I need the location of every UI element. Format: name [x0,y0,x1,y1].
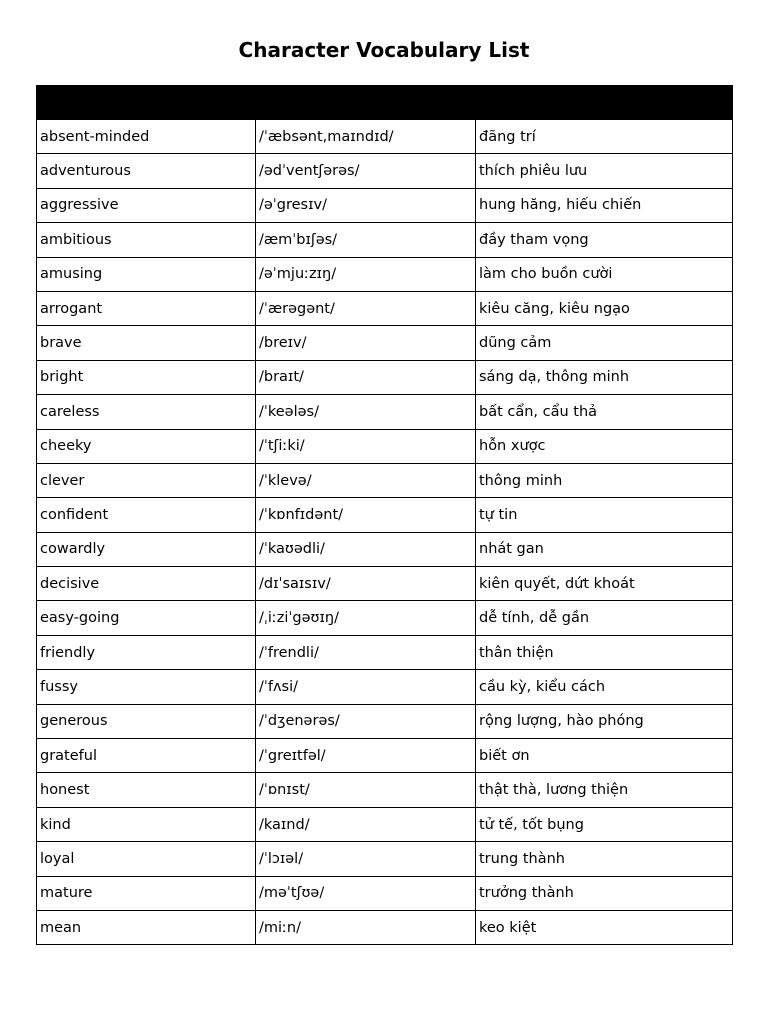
pronunciation-cell: /ˈfrendli/ [256,635,476,669]
table-row [37,601,733,635]
word-cell: careless [37,395,256,429]
word-cell: arrogant [37,291,256,325]
meaning-cell: dễ tính, dễ gần [476,601,733,635]
meaning-cell: keo kiệt [476,910,733,944]
table-row [37,739,733,773]
table-row [37,635,733,669]
header-pronunciation [256,86,476,120]
pronunciation-cell: /ˈlɔɪəl/ [256,842,476,876]
pronunciation-cell: /breɪv/ [256,326,476,360]
word-cell: adventurous [37,154,256,188]
table-row [37,188,733,222]
table-row [37,395,733,429]
table-row [37,326,733,360]
meaning-cell: biết ơn [476,739,733,773]
table-row [37,704,733,738]
header-word [37,86,256,120]
table-row [37,842,733,876]
vocabulary-table [36,85,733,945]
word-cell: loyal [37,842,256,876]
meaning-cell: làm cho buồn cười [476,257,733,291]
pronunciation-cell: /ˈærəgənt/ [256,291,476,325]
table-row [37,360,733,394]
pronunciation-cell: /dɪˈsaɪsɪv/ [256,567,476,601]
table-row [37,532,733,566]
table-row [37,291,733,325]
word-cell: aggressive [37,188,256,222]
meaning-cell: bất cẩn, cẩu thả [476,395,733,429]
meaning-cell: kiêu căng, kiêu ngạo [476,291,733,325]
table-row [37,567,733,601]
meaning-cell: hung hăng, hiếu chiến [476,188,733,222]
pronunciation-cell: /ədˈventʃərəs/ [256,154,476,188]
table-row [37,498,733,532]
pronunciation-cell: /ˈklevə/ [256,463,476,497]
word-cell: amusing [37,257,256,291]
meaning-cell: đầy tham vọng [476,223,733,257]
table-header-row [37,86,733,120]
word-cell: honest [37,773,256,807]
pronunciation-cell: /kaɪnd/ [256,807,476,841]
meaning-cell: rộng lượng, hào phóng [476,704,733,738]
pronunciation-cell: /miːn/ [256,910,476,944]
pronunciation-cell: /ˈɒnɪst/ [256,773,476,807]
meaning-cell: tử tế, tốt bụng [476,807,733,841]
pronunciation-cell: /ˈæbsənt,maɪndɪd/ [256,120,476,154]
pronunciation-cell: /əˈmjuːzɪŋ/ [256,257,476,291]
header-meaning [476,86,733,120]
meaning-cell: trưởng thành [476,876,733,910]
meaning-cell: nhát gan [476,532,733,566]
meaning-cell: cầu kỳ, kiểu cách [476,670,733,704]
table-row [37,670,733,704]
meaning-cell: đãng trí [476,120,733,154]
table-row [37,807,733,841]
meaning-cell: thích phiêu lưu [476,154,733,188]
pronunciation-cell: /æmˈbɪʃəs/ [256,223,476,257]
pronunciation-cell: /əˈgresɪv/ [256,188,476,222]
pronunciation-cell: /ˈdʒenərəs/ [256,704,476,738]
meaning-cell: sáng dạ, thông minh [476,360,733,394]
pronunciation-cell: /ˈkaʊədli/ [256,532,476,566]
word-cell: mature [37,876,256,910]
pronunciation-cell: /ˈtʃiːki/ [256,429,476,463]
word-cell: decisive [37,567,256,601]
meaning-cell: thông minh [476,463,733,497]
meaning-cell: kiên quyết, dứt khoát [476,567,733,601]
word-cell: cheeky [37,429,256,463]
word-cell: absent-minded [37,120,256,154]
word-cell: brave [37,326,256,360]
table-row [37,910,733,944]
pronunciation-cell: /ˈgreɪtfəl/ [256,739,476,773]
pronunciation-cell: /ˌiːziˈgəʊɪŋ/ [256,601,476,635]
table-row [37,876,733,910]
table-body [37,120,733,945]
word-cell: confident [37,498,256,532]
meaning-cell: hỗn xược [476,429,733,463]
pronunciation-cell: /braɪt/ [256,360,476,394]
pronunciation-cell: /ˈkeələs/ [256,395,476,429]
table-row [37,429,733,463]
meaning-cell: dũng cảm [476,326,733,360]
page-title: Character Vocabulary List [238,38,530,62]
pronunciation-cell: /ˈfʌsi/ [256,670,476,704]
word-cell: cowardly [37,532,256,566]
table-row [37,463,733,497]
meaning-cell: thật thà, lương thiện [476,773,733,807]
table-row [37,120,733,154]
meaning-cell: tự tin [476,498,733,532]
pronunciation-cell: /məˈtʃʊə/ [256,876,476,910]
word-cell: fussy [37,670,256,704]
word-cell: generous [37,704,256,738]
word-cell: mean [37,910,256,944]
meaning-cell: thân thiện [476,635,733,669]
table-row [37,154,733,188]
meaning-cell: trung thành [476,842,733,876]
word-cell: friendly [37,635,256,669]
word-cell: easy-going [37,601,256,635]
word-cell: grateful [37,739,256,773]
word-cell: clever [37,463,256,497]
pronunciation-cell: /ˈkɒnfɪdənt/ [256,498,476,532]
table-row [37,773,733,807]
table-row [37,257,733,291]
word-cell: kind [37,807,256,841]
word-cell: bright [37,360,256,394]
word-cell: ambitious [37,223,256,257]
table-row [37,223,733,257]
